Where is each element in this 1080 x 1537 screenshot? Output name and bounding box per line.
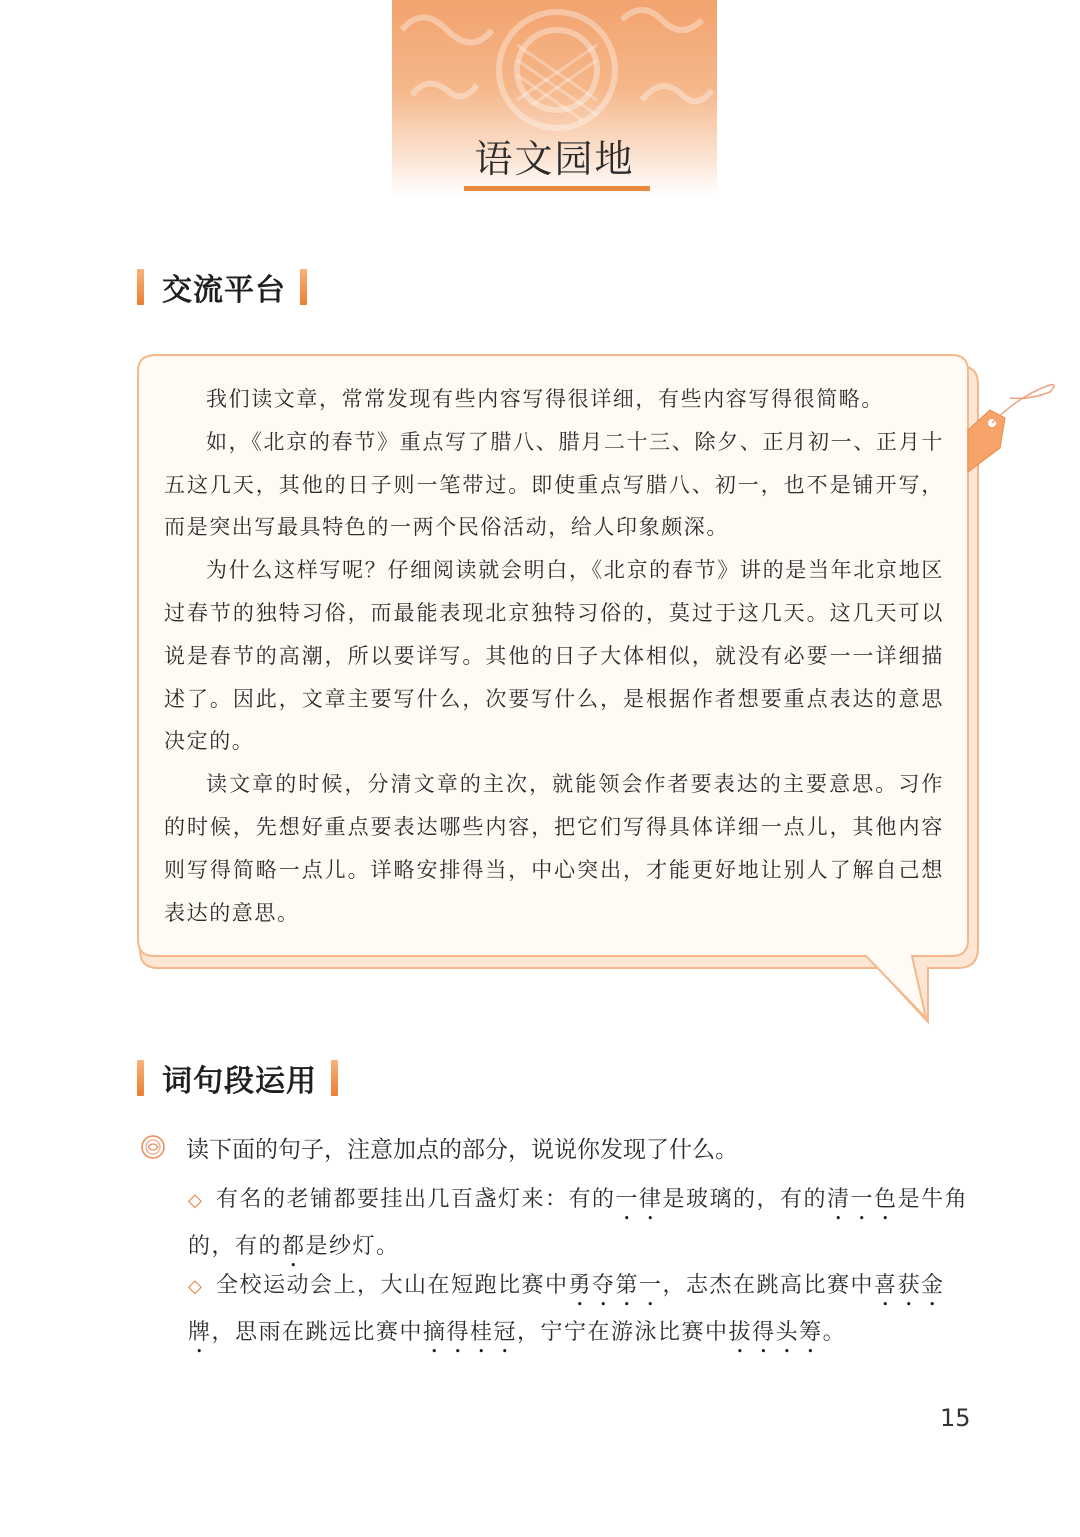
dotted-word: 摘得桂冠 bbox=[423, 1320, 518, 1345]
item-text: 是玻璃的，有的 bbox=[662, 1187, 828, 1212]
bubble-paragraph: 为什么这样写呢？仔细阅读就会明白，《北京的春节》讲的是当年北京地区过春节的独特习俗，而最能表现北京独特习俗的，莫过于这几天。这几天可以说是春节的高潮，所以要详写。其他的日子大体相似，就没有必要一一详细描述了。因此，文章主要写什么，次要写什么，是根据作者想要重点表达的意思决定的。 bbox=[164, 558, 944, 754]
item-text: ，宁宁在游泳比赛中 bbox=[517, 1320, 729, 1345]
bubble-text bbox=[164, 378, 944, 934]
item-text: ，志杰在跳高比赛中 bbox=[662, 1273, 875, 1298]
list-item bbox=[188, 1178, 978, 1272]
tag-icon bbox=[968, 385, 1054, 472]
bubble-paragraph: 读文章的时候，分清文章的主次，就能领会作者要表达的主要意思。习作的时候，先想好重点要表达哪些内容，把它们写得具体详细一点儿，其他内容则写得简略一点儿。详略安排得当，中心突出，才能更好地让别人了解自己想表达的意思。 bbox=[164, 772, 944, 925]
dotted-word: 都 bbox=[282, 1234, 306, 1259]
section-title: 交流平台 bbox=[162, 273, 286, 308]
item-text: 全校运动会上，大山在短跑比赛中 bbox=[216, 1273, 569, 1298]
item-text: 。 bbox=[822, 1320, 847, 1345]
item-text: 有名的老铺都要挂出几百盏灯来：有的 bbox=[216, 1187, 616, 1212]
section-heading-words bbox=[137, 1058, 338, 1098]
item-text: 是纱灯。 bbox=[305, 1234, 400, 1259]
seal-icon bbox=[140, 1134, 166, 1160]
bubble-paragraph: 我们读文章，常常发现有些内容写得很详细，有些内容写得很简略。 bbox=[206, 387, 884, 411]
heading-bar-left bbox=[137, 1060, 144, 1096]
dotted-word: 喜获金牌 bbox=[188, 1273, 945, 1345]
exercise-instruction: 读下面的句子，注意加点的部分，说说你发现了什么。 bbox=[186, 1136, 738, 1163]
bubble-paragraph: 如，《北京的春节》重点写了腊八、腊月二十三、除夕、正月初一、正月十五这几天，其他的日子则一笔带过。即使重点写腊八、初一，也不是铺开写，而是突出写最具特色的一两个民俗活动，给人印象颇深。 bbox=[164, 429, 944, 540]
item-text: 是牛角的，有的 bbox=[188, 1187, 969, 1259]
heading-bar-right bbox=[331, 1060, 338, 1096]
section-title: 词句段运用 bbox=[162, 1064, 317, 1099]
dotted-word: 清一色 bbox=[827, 1187, 898, 1212]
diamond-bullet-icon: ◇ bbox=[188, 1190, 204, 1211]
page-number: 15 bbox=[940, 1404, 971, 1432]
item-text: ，思雨在跳远比赛中 bbox=[211, 1320, 424, 1345]
dotted-word: 一律 bbox=[615, 1187, 663, 1212]
dotted-word: 勇夺第一 bbox=[568, 1273, 663, 1298]
exercise-intro bbox=[140, 1127, 738, 1167]
list-item bbox=[188, 1264, 978, 1358]
page-title: 语文园地 bbox=[474, 137, 635, 181]
diamond-bullet-icon: ◇ bbox=[188, 1276, 204, 1297]
dotted-word: 拔得头筹 bbox=[728, 1320, 823, 1345]
